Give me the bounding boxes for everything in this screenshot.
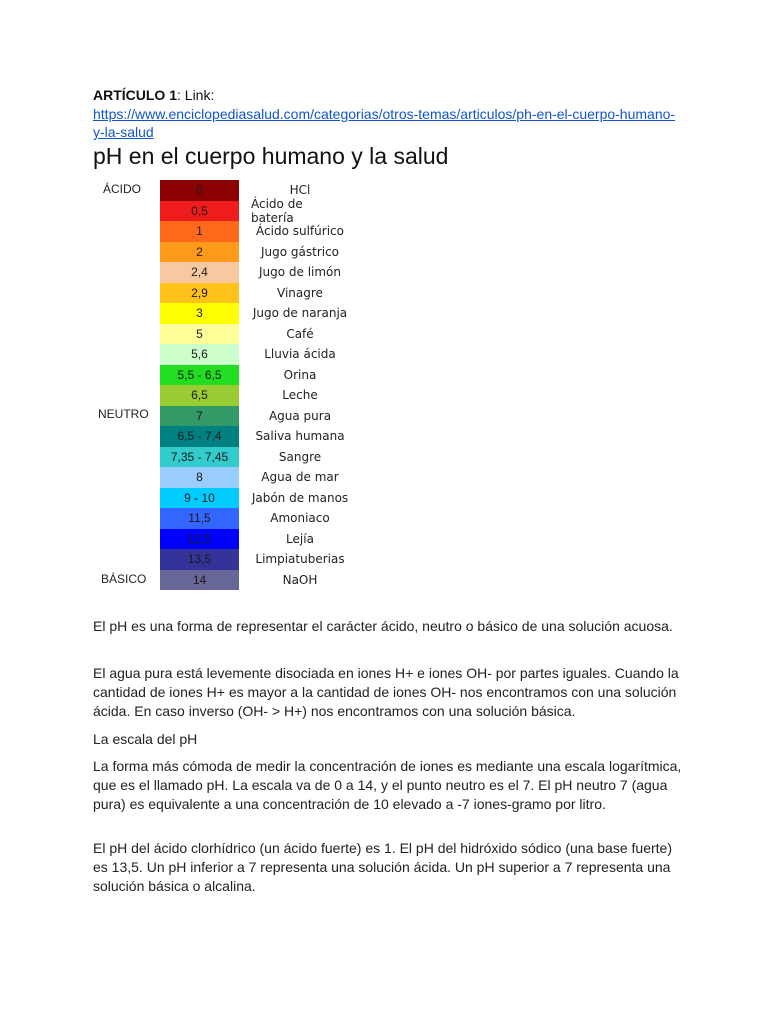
ph-substance-label: Saliva humana	[255, 429, 345, 444]
ph-value-cell: 5	[160, 324, 239, 345]
paragraph-logarithmic: La forma más cómoda de medir la concentración de iones es mediante una escala logarítmica, que es el llamado pH. La escala va de 0 a 14, y el punto neutro es el 7. El pH neutro 7 (agua pura) es equivalente a una concentración de 10 elevado a -7 iones-gramo por litro.	[93, 758, 682, 812]
ph-value-cell: 13,5	[160, 549, 239, 570]
ph-substance-label: Lluvia ácida	[264, 347, 336, 362]
article-label-rest: : Link:	[177, 87, 215, 103]
ph-value-cell: 2,9	[160, 283, 239, 304]
ph-value-cell: 8	[160, 467, 239, 488]
ph-substance-label: HCl	[289, 183, 311, 198]
paragraph-intro: El pH es una forma de representar el carácter ácido, neutro o básico de una solución acuosa.	[93, 618, 673, 634]
ph-value-cell: 0	[160, 180, 239, 201]
paragraph-dissociation: El agua pura está levemente disociada en iones H+ e iones OH- por partes iguales. Cuando la cantidad de iones H+ es mayor a la cantidad de iones OH- nos encontramos con una solución ácida. En caso inverso (OH- > H+) nos encontramos con una solución básica.	[93, 665, 679, 719]
ph-value-cell: 5,6	[160, 344, 239, 365]
ph-substance-label: Lejía	[286, 531, 314, 546]
ph-value-cell: 1	[160, 221, 239, 242]
ph-substance-label: Jugo de naranja	[252, 306, 348, 321]
ph-value-cell: 11,5	[160, 508, 239, 529]
ph-value-cell: 9 - 10	[160, 488, 239, 509]
ph-substance-label: Leche	[282, 388, 318, 403]
ph-substance-label: Jugo de limón	[258, 265, 342, 280]
ph-substance-label: Agua de mar	[261, 470, 339, 485]
ph-substance-label: Vinagre	[277, 285, 323, 300]
page-title: pH en el cuerpo humano y la salud	[93, 143, 449, 169]
ph-substance-label: Amoniaco	[270, 511, 330, 526]
ph-value-cell: 2,4	[160, 262, 239, 283]
ph-value-cell: 14	[160, 570, 239, 591]
ph-substance-label: Limpiatuberias	[255, 552, 345, 567]
ph-substance-label: Orina	[283, 367, 317, 382]
side-label-basic: BÁSICO	[101, 572, 147, 586]
ph-substance-label: Jugo gástrico	[260, 244, 340, 259]
side-label-neutral: NEUTRO	[98, 407, 149, 421]
ph-value-cell: 5,5 - 6,5	[160, 365, 239, 386]
ph-value-cell: 6,5 - 7,4	[160, 426, 239, 447]
side-label-acid: ÁCIDO	[103, 182, 142, 196]
ph-value-cell: 7	[160, 406, 239, 427]
ph-substance-label: Jabón de manos	[251, 490, 349, 505]
ph-value-cell: 3	[160, 303, 239, 324]
ph-substance-label: NaOH	[282, 572, 318, 587]
article-label	[93, 86, 214, 104]
ph-substance-label: Agua pura	[268, 408, 332, 423]
ph-value-cell: 0,5	[160, 201, 239, 222]
paragraph-examples: El pH del ácido clorhídrico (un ácido fuerte) es 1. El pH del hidróxido sódico (una base fuerte) es 13,5. Un pH inferior a 7 representa una solución ácida. Un pH superior a 7 representa una solución básica o alcalina.	[93, 840, 672, 894]
ph-substance-label: Ácido de batería	[251, 196, 303, 225]
ph-substance-label: Café	[286, 326, 314, 341]
ph-value-cell: 6,5	[160, 385, 239, 406]
article-label-bold: ARTÍCULO 1	[93, 87, 177, 103]
article-link[interactable]: https://www.enciclopediasalud.com/categorias/otros-temas/articulos/ph-en-el-cuerpo-humano-y-la-salud	[93, 106, 676, 140]
ph-substance-label: Ácido sulfúrico	[256, 224, 344, 239]
paragraph-heading-scale: La escala del pH	[93, 731, 198, 747]
ph-substance-label: Sangre	[278, 449, 322, 464]
ph-value-cell: 12,5	[160, 529, 239, 550]
ph-value-cell: 7,35 - 7,45	[160, 447, 239, 468]
ph-value-cell: 2	[160, 242, 239, 263]
